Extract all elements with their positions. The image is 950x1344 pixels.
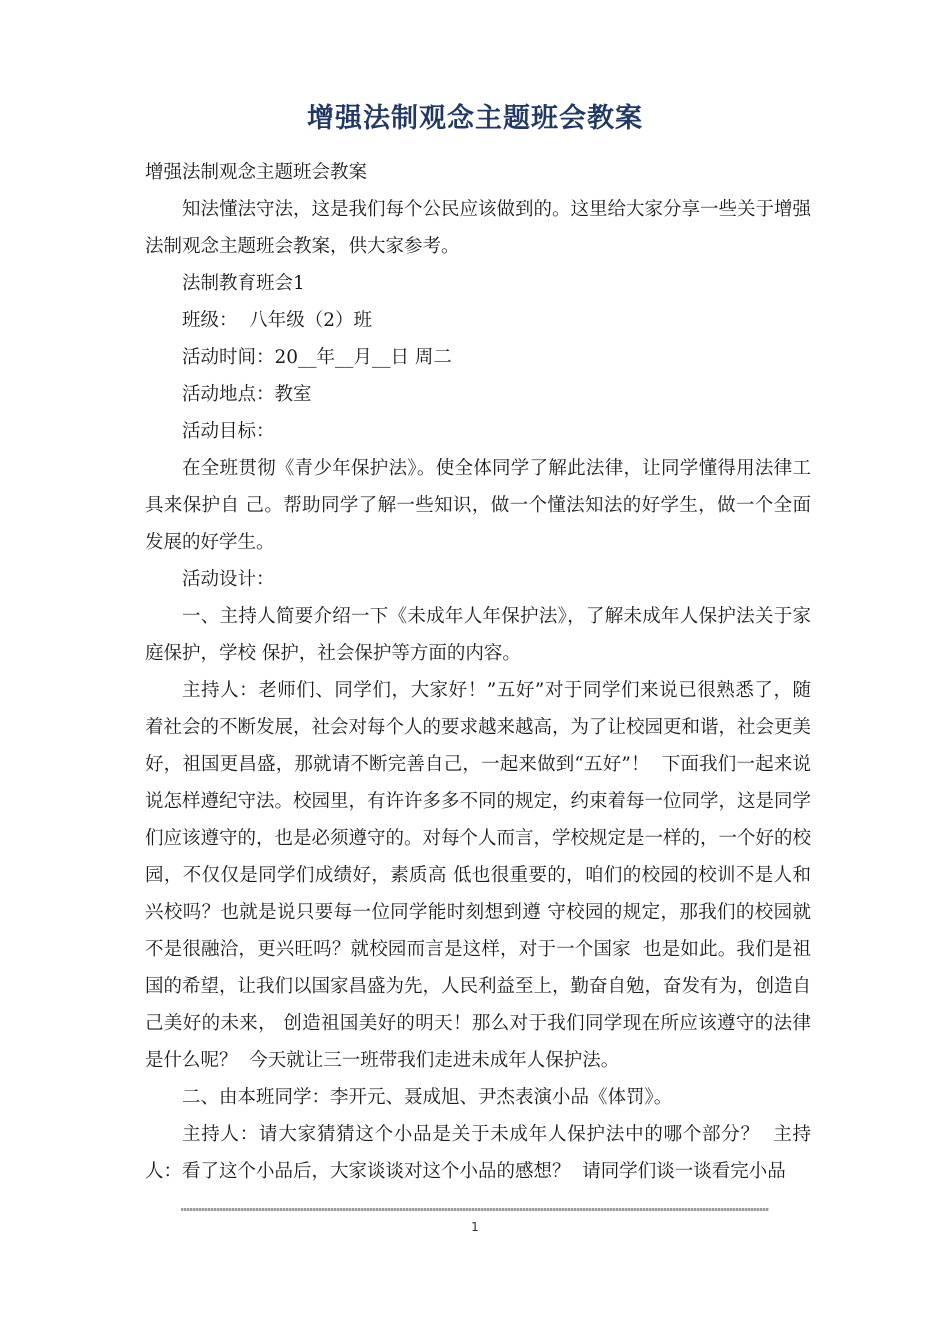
class-info: 班级： 八年级（2）班 — [182, 310, 373, 331]
design-step-one: 一、主持人简要介绍一下《未成年人年保护法》，了解未成年人保护法关于家庭保护，学校 保护，社会保护等方面的内容。 — [145, 606, 811, 664]
activity-design-heading: 活动设计： — [182, 569, 275, 590]
page-title: 增强法制观念主题班会教案 — [307, 103, 643, 134]
activity-time: 活动时间：20__年__月__日 周二 — [182, 347, 452, 368]
design-step-two: 二、由本班同学：李开元、聂成旭、尹杰表演小品《体罚》。 — [182, 1087, 673, 1108]
activity-goal-heading: 活动目标： — [182, 421, 275, 442]
host-questions: 主持人：请大家猜猜这个小品是关于未成年人保护法中的哪个部分？ 主持人：看了这个小品后，大家谈谈对这个小品的感想？ 请同学们谈一谈看完小品 — [145, 1124, 811, 1182]
section-heading: 法制教育班会1 — [182, 273, 305, 294]
document-body — [145, 154, 817, 1190]
footer-divider — [181, 1208, 769, 1211]
doc-subtitle: 增强法制观念主题班会教案 — [145, 162, 368, 183]
activity-location: 活动地点：教室 — [182, 384, 312, 405]
intro-paragraph: 知法懂法守法，这是我们每个公民应该做到的。这里给大家分享一些关于增强法制观念主题班会教案，供大家参考。 — [145, 199, 812, 257]
host-speech: 主持人：老师们、同学们，大家好！”五好”对于同学们来说已很熟悉了，随着社会的不断发展，社会对每个人的要求越来越高，为了让校园更和谐，社会更美好，祖国更昌盛，那就请不断完善自己，一起来做到“五好”！ 下面我们一起来说说怎样遵纪守法。校园里，有许许多多不同的规定，约束着每一位同学，这是同学们应该遵守的，也是必须遵守的。对每个人而言，学校规定是一样的，一个好的校园，不仅仅是同学们成绩好，素质高 低也很重要的，咱们的校园的校训不是人和兴校吗？也就是说只要每一位同学能时刻想到遵 守校园的规定，那我们的校园就不是很融洽，更兴旺吗？就校园而言是这样，对于一个国家 也是如此。我们是祖国的希望，让我们以国家昌盛为先，人民利益至上，勤奋自勉，奋发有为，创造自 己美好的未来， 创造祖国美好的明天！那么对于我们同学现在所应该遵守的法律是什么呢？ 今天就让三一班带我们走进未成年人保护法。 — [145, 680, 817, 1071]
page-number: 1 — [471, 1220, 479, 1234]
activity-goal-text: 在全班贯彻《青少年保护法》。使全体同学了解此法律，让同学懂得用法律工具来保护自 己。帮助同学了解一些知识，做一个懂法知法的好学生，做一个全面发展的好学生。 — [145, 458, 811, 553]
